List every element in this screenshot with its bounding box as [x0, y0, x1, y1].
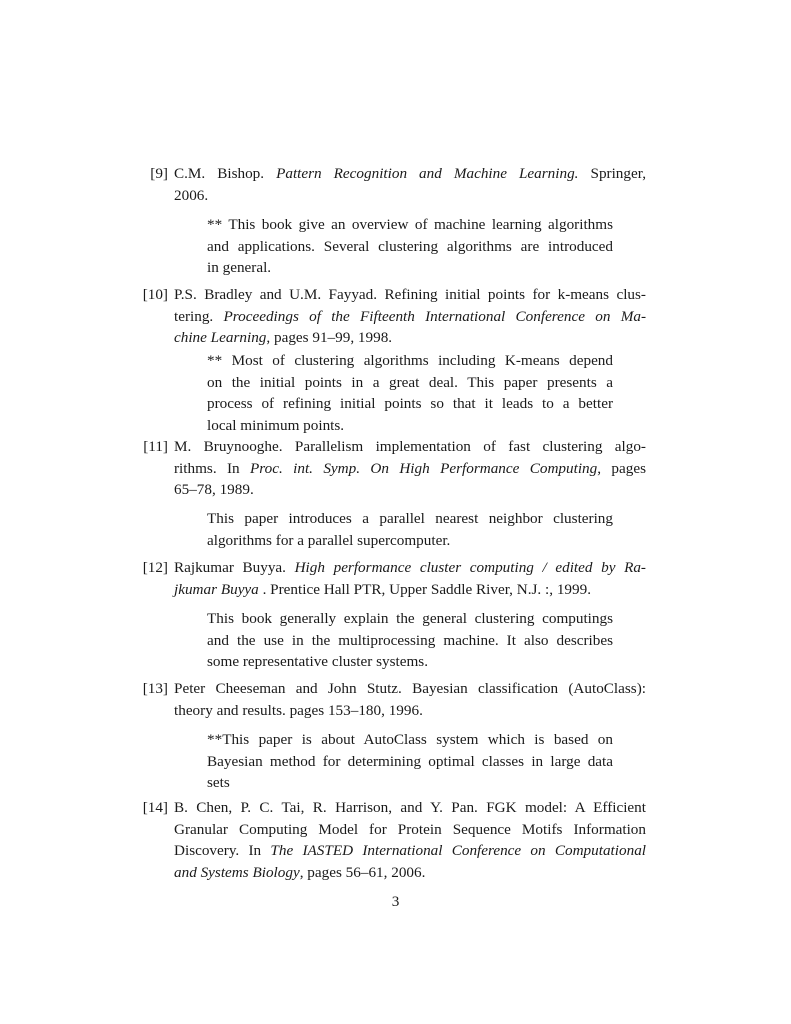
reference-citation	[174, 436, 646, 501]
citation-line: Peter Cheeseman and John Stutz. Bayesian classification (AutoClass):	[174, 680, 646, 697]
annotation-line: This paper introduces a parallel nearest neighbor clustering	[207, 510, 613, 527]
annotation-line: process of refining initial points so that it leads to a better	[207, 395, 613, 412]
citation-line: and Systems Biology, pages 56–61, 2006.	[174, 863, 426, 881]
annotation-line: This book generally explain the general clustering computings	[207, 610, 613, 627]
annotation-line: and applications. Several clustering algorithms are introduced	[207, 237, 613, 255]
annotation-line: algorithms for a parallel supercomputer.	[207, 531, 451, 549]
reference-citation	[174, 797, 646, 883]
annotation-line: sets	[207, 774, 230, 791]
reference-label: [13]	[142, 680, 168, 697]
reference-citation	[174, 163, 646, 206]
reference-annotation	[207, 608, 613, 673]
citation-line: Granular Computing Model for Protein Sequence Motifs Information	[174, 820, 646, 838]
annotation-line: Bayesian method for determining optimal classes in large data	[207, 752, 613, 770]
reference-label: [11]	[143, 438, 168, 455]
reference-label: [14]	[142, 799, 168, 816]
citation-line: B. Chen, P. C. Tai, R. Harrison, and Y. Pan. FGK model: A Efficient	[174, 799, 646, 816]
citation-line: chine Learning, pages 91–99, 1998.	[174, 329, 393, 346]
citation-line: jkumar Buyya . Prentice Hall PTR, Upper Saddle River, N.J. :, 1999.	[174, 580, 591, 598]
reference-citation	[174, 678, 646, 721]
reference-label: [9]	[150, 165, 168, 182]
annotation-line: **This paper is about AutoClass system which is based on	[207, 731, 613, 748]
reference-label: [12]	[142, 559, 168, 576]
citation-line: M. Bruynooghe. Parallelism implementation of fast clustering algo-	[174, 438, 646, 455]
citation-line: theory and results. pages 153–180, 1996.	[174, 701, 423, 719]
annotation-line: on the initial points in a great deal. This paper presents a	[207, 373, 613, 391]
annotation-line: local minimum points.	[207, 416, 345, 434]
reference-annotation	[207, 729, 613, 794]
annotation-line: in general.	[207, 259, 272, 276]
citation-line: C.M. Bishop. Pattern Recognition and Machine Learning. Springer,	[174, 165, 646, 182]
reference-citation	[174, 284, 646, 349]
citation-line: tering. Proceedings of the Fifteenth International Conference on Ma-	[174, 307, 646, 325]
citation-line: P.S. Bradley and U.M. Fayyad. Refining initial points for k-means clus-	[174, 286, 646, 303]
reference-label: [10]	[142, 286, 168, 303]
annotation-line: ** Most of clustering algorithms including K-means depend	[207, 352, 613, 369]
citation-line: Rajkumar Buyya. High performance cluster computing / edited by Ra-	[174, 559, 646, 576]
annotation-line: ** This book give an overview of machine learning algorithms	[207, 216, 613, 233]
page-number: 3	[391, 893, 400, 910]
citation-line: rithms. In Proc. int. Symp. On High Performance Computing, pages	[174, 459, 646, 477]
annotation-line: and the use in the multiprocessing machine. It also describes	[207, 631, 613, 649]
citation-line: 2006.	[174, 186, 209, 204]
annotation-line: some representative cluster systems.	[207, 653, 428, 670]
reference-annotation	[207, 350, 613, 436]
citation-line: Discovery. In The IASTED International Conference on Computational	[174, 842, 647, 859]
reference-annotation	[207, 508, 613, 551]
reference-citation	[174, 557, 646, 600]
reference-annotation	[207, 214, 613, 279]
citation-line: 65–78, 1989.	[174, 481, 254, 498]
